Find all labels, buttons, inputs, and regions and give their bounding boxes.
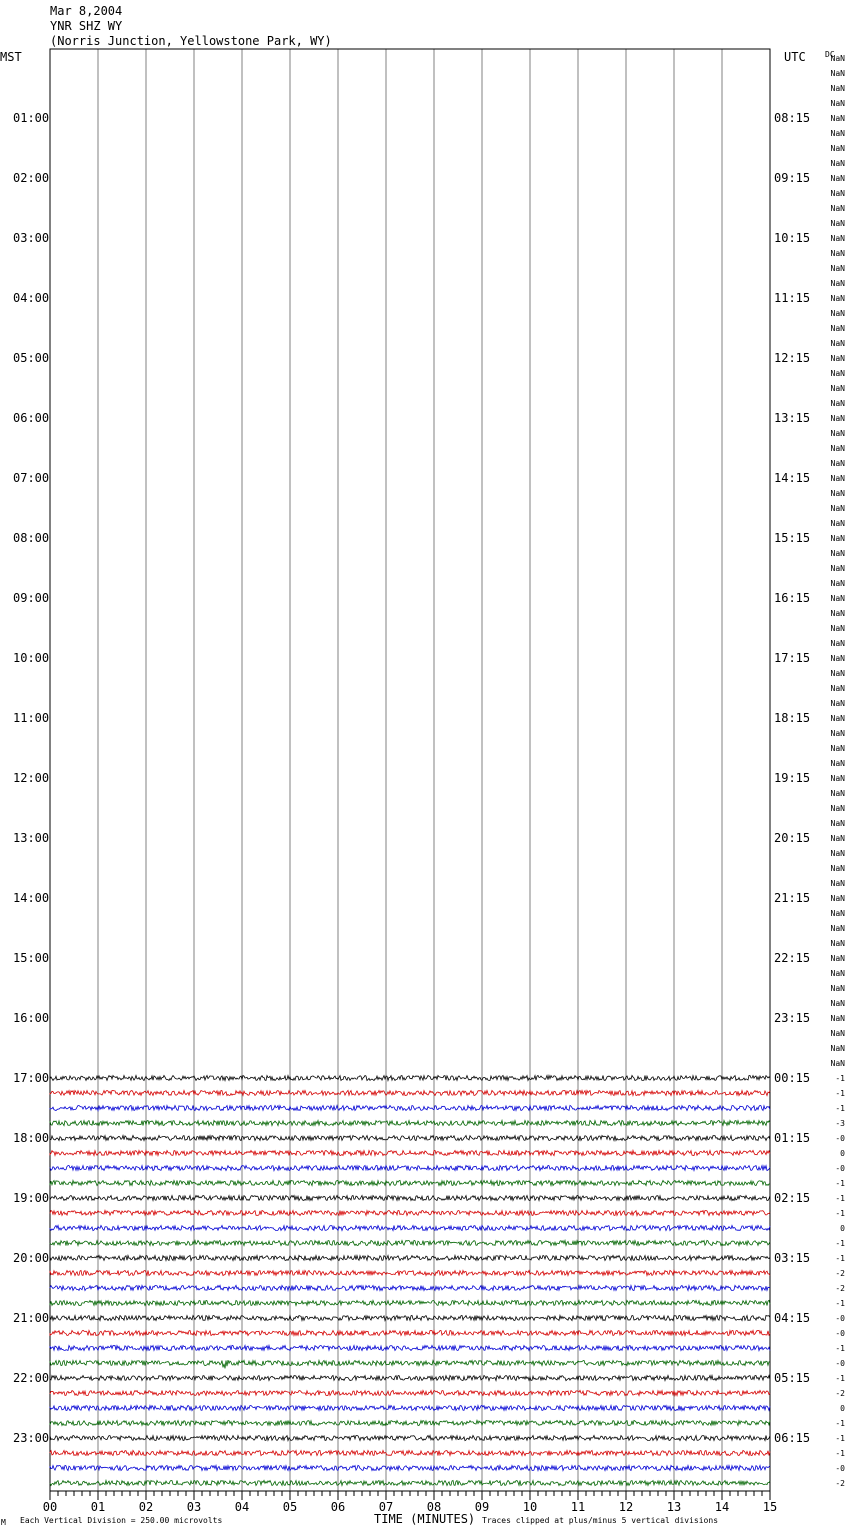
- left-hour-label: 21:00: [13, 1311, 50, 1325]
- x-axis: [43, 1491, 777, 1514]
- dc-offset-value: -1: [835, 1254, 845, 1263]
- right-hour-label: 16:15: [774, 591, 811, 605]
- trace-row: [50, 1166, 770, 1171]
- dc-offset-value: -1: [835, 1104, 845, 1113]
- trace-row: [50, 1076, 770, 1081]
- dc-offset-value: NaN: [830, 984, 845, 993]
- dc-offset-value: -1: [835, 1179, 845, 1188]
- x-tick-label: 14: [714, 1500, 730, 1514]
- dc-offset-value: NaN: [830, 909, 845, 918]
- trace-row: [50, 1375, 770, 1380]
- x-tick-label: 06: [330, 1500, 346, 1514]
- trace-row: [50, 1420, 770, 1425]
- trace-row: [50, 1225, 770, 1230]
- trace-row: [50, 1480, 770, 1485]
- x-tick-label: 00: [42, 1500, 58, 1514]
- left-hour-labels: [13, 111, 49, 1445]
- left-hour-label: 07:00: [13, 471, 50, 485]
- dc-offset-value: -2: [835, 1269, 845, 1278]
- right-hour-label: 15:15: [774, 531, 811, 545]
- dc-offset-value: NaN: [830, 519, 845, 528]
- dc-offset-value: NaN: [830, 279, 845, 288]
- trace-row: [50, 1345, 770, 1350]
- plot-date: Mar 8,2004: [50, 4, 123, 18]
- dc-offset-value: NaN: [830, 819, 845, 828]
- dc-offset-value: NaN: [830, 219, 845, 228]
- left-hour-label: 03:00: [13, 231, 50, 245]
- dc-offset-value: -1: [835, 1344, 845, 1353]
- dc-offset-value: NaN: [830, 54, 845, 63]
- trace-row: [50, 1300, 770, 1305]
- dc-offset-value: NaN: [830, 849, 845, 858]
- trace-row: [50, 1270, 770, 1275]
- x-tick-label: 13: [666, 1500, 682, 1514]
- right-hour-labels: [774, 111, 810, 1445]
- left-hour-label: 19:00: [13, 1191, 50, 1205]
- dc-offset-value: -1: [835, 1074, 845, 1083]
- dc-offset-value: NaN: [830, 399, 845, 408]
- dc-offset-value: -0: [835, 1359, 845, 1368]
- right-hour-label: 04:15: [774, 1311, 811, 1325]
- dc-offset-value: NaN: [830, 339, 845, 348]
- dc-offset-value: NaN: [830, 894, 845, 903]
- left-hour-label: 12:00: [13, 771, 50, 785]
- trace-row: [50, 1240, 770, 1245]
- trace-row: [50, 1090, 770, 1095]
- dc-offset-value: NaN: [830, 459, 845, 468]
- dc-offset-value: NaN: [830, 234, 845, 243]
- dc-offset-value: NaN: [830, 1014, 845, 1023]
- dc-offset-value: NaN: [830, 249, 845, 258]
- x-tick-label: 10: [522, 1500, 538, 1514]
- dc-offset-value: NaN: [830, 879, 845, 888]
- dc-offset-value: NaN: [830, 429, 845, 438]
- dc-offset-value: NaN: [830, 759, 845, 768]
- left-hour-label: 08:00: [13, 531, 50, 545]
- dc-offset-value: NaN: [830, 444, 845, 453]
- left-hour-label: 17:00: [13, 1071, 50, 1085]
- dc-offset-value: -1: [835, 1434, 845, 1443]
- dc-offset-value: NaN: [830, 954, 845, 963]
- x-tick-label: 08: [426, 1500, 442, 1514]
- dc-offset-value: NaN: [830, 774, 845, 783]
- right-hour-label: 19:15: [774, 771, 811, 785]
- right-hour-label: 05:15: [774, 1371, 811, 1385]
- dc-offset-value: NaN: [830, 564, 845, 573]
- left-hour-label: 09:00: [13, 591, 50, 605]
- dc-offset-value: -1: [835, 1374, 845, 1383]
- dc-offset-value: 0: [840, 1149, 845, 1158]
- trace-row: [50, 1255, 770, 1260]
- dc-offset-value: 0: [840, 1404, 845, 1413]
- right-hour-label: 11:15: [774, 291, 811, 305]
- dc-offset-value: NaN: [830, 414, 845, 423]
- trace-row: [50, 1450, 770, 1455]
- dc-offset-value: NaN: [830, 489, 845, 498]
- right-hour-label: 14:15: [774, 471, 811, 485]
- left-hour-label: 04:00: [13, 291, 50, 305]
- station-location: (Norris Junction, Yellowstone Park, WY): [50, 34, 332, 48]
- dc-offset-value: NaN: [830, 1044, 845, 1053]
- dc-offset-value: NaN: [830, 669, 845, 678]
- trace-row: [50, 1210, 770, 1215]
- dc-offset-value: NaN: [830, 99, 845, 108]
- dc-offset-value: NaN: [830, 969, 845, 978]
- dc-offset-value: -1: [835, 1239, 845, 1248]
- trace-row: [50, 1330, 770, 1335]
- left-hour-label: 20:00: [13, 1251, 50, 1265]
- dc-offset-value: NaN: [830, 999, 845, 1008]
- left-hour-label: 22:00: [13, 1371, 50, 1385]
- dc-offset-value: -2: [835, 1389, 845, 1398]
- x-tick-label: 05: [282, 1500, 298, 1514]
- dc-offset-value: NaN: [830, 639, 845, 648]
- right-timezone-label: UTC: [784, 50, 806, 64]
- right-hour-label: 09:15: [774, 171, 811, 185]
- dc-offset-value: -3: [835, 1119, 845, 1128]
- x-tick-label: 07: [378, 1500, 394, 1514]
- dc-offset-value: NaN: [830, 204, 845, 213]
- dc-offset-value: -0: [835, 1329, 845, 1338]
- left-hour-label: 06:00: [13, 411, 50, 425]
- left-hour-label: 14:00: [13, 891, 50, 905]
- dc-offset-value: -1: [835, 1194, 845, 1203]
- x-tick-label: 01: [90, 1500, 106, 1514]
- right-hour-label: 12:15: [774, 351, 811, 365]
- dc-offset-value: NaN: [830, 864, 845, 873]
- dc-offset-value: NaN: [830, 729, 845, 738]
- right-hour-label: 17:15: [774, 651, 811, 665]
- dc-offset-value: NaN: [830, 579, 845, 588]
- x-tick-label: 15: [762, 1500, 778, 1514]
- trace-row: [50, 1105, 770, 1110]
- x-tick-label: 11: [570, 1500, 586, 1514]
- dc-offset-value: NaN: [830, 69, 845, 78]
- left-hour-label: 13:00: [13, 831, 50, 845]
- dc-offset-value: NaN: [830, 369, 845, 378]
- dc-offset-value: NaN: [830, 294, 845, 303]
- left-hour-label: 11:00: [13, 711, 50, 725]
- dc-offset-value: NaN: [830, 1059, 845, 1068]
- dc-offset-value: NaN: [830, 789, 845, 798]
- trace-row: [50, 1390, 770, 1395]
- dc-offset-value: NaN: [830, 714, 845, 723]
- dc-offset-value: 0: [840, 1224, 845, 1233]
- x-tick-label: 02: [138, 1500, 154, 1514]
- dc-offset-value: NaN: [830, 84, 845, 93]
- dc-offset-value: -0: [835, 1314, 845, 1323]
- x-axis-title: TIME (MINUTES): [374, 1512, 476, 1526]
- right-hour-label: 10:15: [774, 231, 811, 245]
- right-hour-label: 21:15: [774, 891, 811, 905]
- trace-row: [50, 1285, 770, 1290]
- dc-offset-value: NaN: [830, 114, 845, 123]
- trace-row: [50, 1436, 770, 1441]
- trace-row: [50, 1405, 770, 1410]
- dc-offset-value: NaN: [830, 189, 845, 198]
- left-hour-label: 01:00: [13, 111, 50, 125]
- right-hour-label: 08:15: [774, 111, 811, 125]
- right-hour-label: 13:15: [774, 411, 811, 425]
- left-hour-label: 23:00: [13, 1431, 50, 1445]
- seismic-traces: [50, 1076, 770, 1486]
- trace-row: [50, 1360, 770, 1368]
- dc-offset-value: NaN: [830, 159, 845, 168]
- dc-offset-value: NaN: [830, 834, 845, 843]
- dc-offset-value: NaN: [830, 624, 845, 633]
- dc-offset-value: -0: [835, 1164, 845, 1173]
- dc-offset-value: -0: [835, 1134, 845, 1143]
- trace-row: [50, 1465, 770, 1470]
- dc-offset-value: NaN: [830, 474, 845, 483]
- dc-offset-value: -1: [835, 1449, 845, 1458]
- dc-offset-value: NaN: [830, 684, 845, 693]
- right-hour-label: 18:15: [774, 711, 811, 725]
- right-hour-label: 06:15: [774, 1431, 811, 1445]
- x-tick-label: 03: [186, 1500, 202, 1514]
- dc-offset-value: -1: [835, 1209, 845, 1218]
- left-hour-label: 15:00: [13, 951, 50, 965]
- vertical-scale-note: Each Vertical Division = 250.00 microvolts: [20, 1516, 223, 1525]
- dc-offset-value: NaN: [830, 654, 845, 663]
- dc-offset-value: -1: [835, 1299, 845, 1308]
- corner-mark: M: [1, 1518, 6, 1527]
- trace-row: [50, 1121, 770, 1126]
- trace-row: [50, 1196, 770, 1201]
- clip-note: Traces clipped at plus/minus 5 vertical divisions: [482, 1516, 719, 1525]
- left-hour-label: 02:00: [13, 171, 50, 185]
- x-tick-label: 09: [474, 1500, 490, 1514]
- right-hour-label: 23:15: [774, 1011, 811, 1025]
- dc-offset-value: NaN: [830, 549, 845, 558]
- dc-offset-value: -1: [835, 1089, 845, 1098]
- dc-offset-value: -2: [835, 1284, 845, 1293]
- dc-offset-value: NaN: [830, 594, 845, 603]
- dc-offset-value: NaN: [830, 264, 845, 273]
- right-hour-label: 00:15: [774, 1071, 811, 1085]
- dc-offset-value: -0: [835, 1464, 845, 1473]
- left-hour-label: 05:00: [13, 351, 50, 365]
- x-tick-label: 12: [618, 1500, 634, 1514]
- dc-offset-value: NaN: [830, 504, 845, 513]
- right-hour-label: 22:15: [774, 951, 811, 965]
- dc-offset-value: NaN: [830, 534, 845, 543]
- trace-row: [50, 1180, 770, 1185]
- station-code: YNR SHZ WY: [50, 19, 123, 33]
- dc-offset-value: NaN: [830, 144, 845, 153]
- dc-offset-value: -1: [835, 1419, 845, 1428]
- left-hour-label: 18:00: [13, 1131, 50, 1145]
- dc-offset-value: NaN: [830, 699, 845, 708]
- trace-row: [50, 1315, 770, 1320]
- dc-offset-value: NaN: [830, 939, 845, 948]
- right-hour-label: 01:15: [774, 1131, 811, 1145]
- dc-offset-header: DC: [825, 50, 835, 59]
- left-hour-label: 10:00: [13, 651, 50, 665]
- dc-offset-value: NaN: [830, 129, 845, 138]
- dc-offset-value: NaN: [830, 804, 845, 813]
- left-hour-label: 16:00: [13, 1011, 50, 1025]
- dc-offset-value: NaN: [830, 924, 845, 933]
- dc-offset-value: NaN: [830, 384, 845, 393]
- left-timezone-label: MST: [0, 50, 22, 64]
- dc-offset-value: NaN: [830, 1029, 845, 1038]
- dc-offset-value: NaN: [830, 609, 845, 618]
- dc-offset-value: -2: [835, 1479, 845, 1488]
- trace-row: [50, 1150, 770, 1155]
- right-hour-label: 20:15: [774, 831, 811, 845]
- dc-offset-value: NaN: [830, 174, 845, 183]
- dc-offset-value: NaN: [830, 744, 845, 753]
- right-hour-label: 03:15: [774, 1251, 811, 1265]
- dc-offset-value: NaN: [830, 354, 845, 363]
- dc-offset-value: NaN: [830, 309, 845, 318]
- trace-row: [50, 1135, 770, 1140]
- dc-offset-column: [831, 54, 846, 1488]
- dc-offset-value: NaN: [830, 324, 845, 333]
- x-tick-label: 04: [234, 1500, 250, 1514]
- right-hour-label: 02:15: [774, 1191, 811, 1205]
